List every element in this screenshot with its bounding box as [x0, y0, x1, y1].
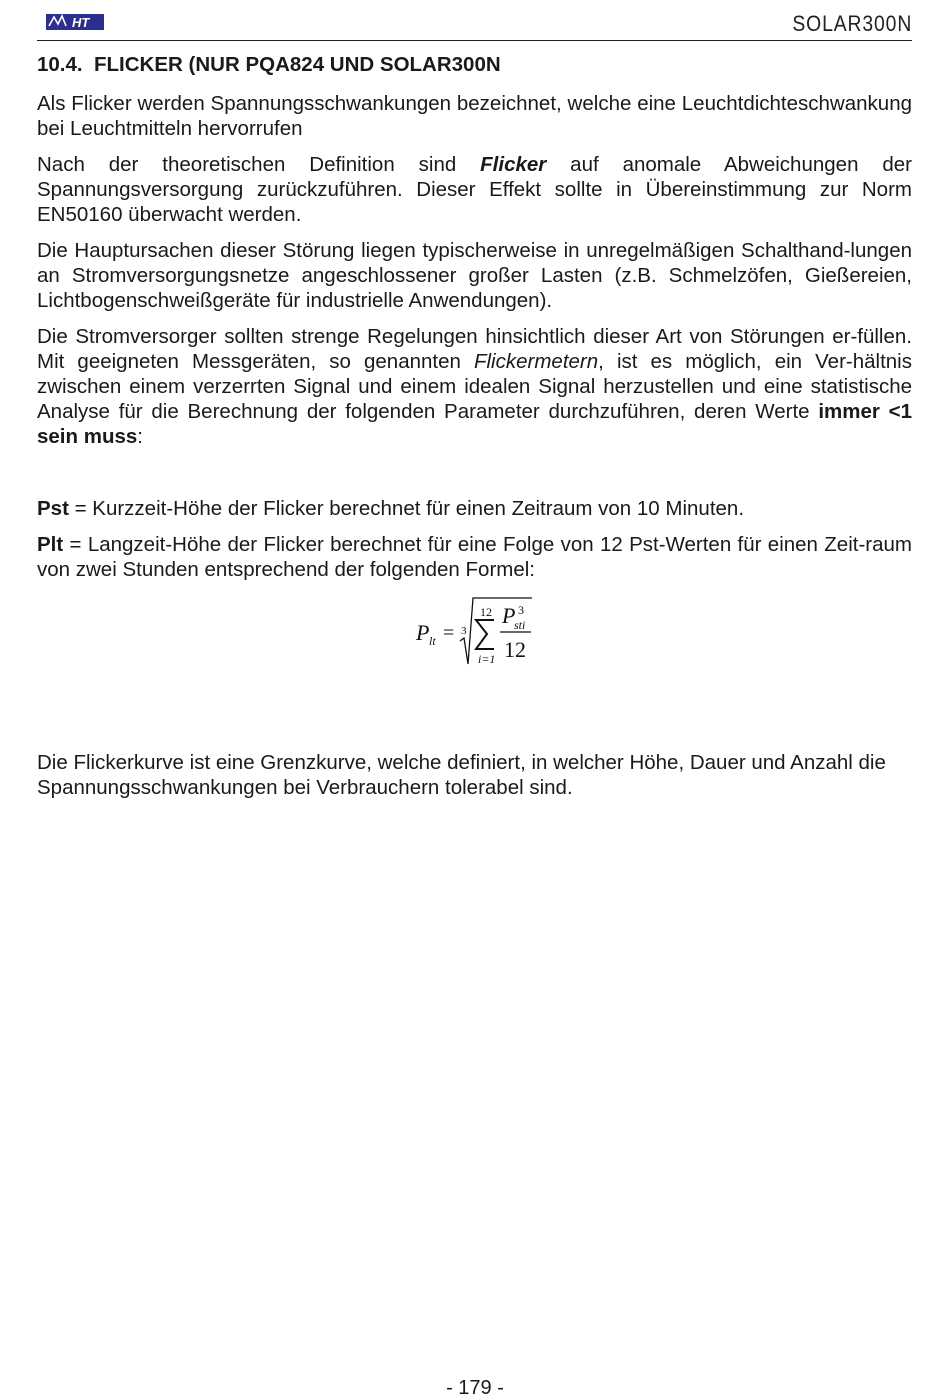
paragraph-regulations-end: :	[137, 425, 143, 448]
summation-sign	[476, 620, 494, 649]
spacer	[37, 460, 912, 496]
paragraph-definition: Als Flicker werden Spannungsschwankungen bezeichnet, welche eine Leuchtdichteschwankung bei Leuchtmitteln hervorrufen	[37, 92, 912, 140]
formula-sum-upper: 12	[480, 605, 492, 619]
plt-formula-graphic	[400, 596, 560, 676]
plt-description: = Langzeit-Höhe der Flicker berechnet für eine Folge von 12 Pst-Werten für einen Zeit-raum von zwei Stunden entsprechend der folgenden Formel:	[37, 533, 912, 581]
ht-logo-icon	[46, 12, 104, 32]
product-name: SOLAR300N	[792, 11, 912, 36]
limit-statement: immer <1 sein muss	[37, 400, 912, 448]
main-content	[37, 52, 912, 593]
pst-term: Pst	[37, 497, 69, 520]
section-heading	[37, 52, 912, 77]
paragraph-regulations	[37, 324, 912, 449]
pst-definition	[37, 496, 912, 521]
ht-logo	[46, 12, 104, 32]
formula-equals: =	[443, 622, 455, 644]
formula-root-index: 3	[461, 625, 467, 637]
closing-section	[37, 750, 912, 811]
page-header	[37, 8, 912, 41]
formula-num-symbol: P	[502, 603, 516, 628]
pst-description: = Kurzzeit-Höhe der Flicker berechnet für einen Zeitraum von 10 Minuten.	[68, 497, 745, 520]
plt-formula	[400, 596, 560, 676]
page-number: - 179 -	[446, 1377, 504, 1399]
paragraph-theory-start: Nach der theoretischen Definition sind	[37, 153, 481, 176]
formula-num-superscript: 3	[518, 603, 524, 617]
formula-lhs-subscript: lt	[429, 634, 436, 648]
paragraph-theory-end: auf anomale Abweichungen der Spannungsversorgung zurückzuführen. Dieser Effekt sollte in Übereinstimmung zur Norm EN50160 überwacht werden.	[37, 153, 912, 226]
formula-sum-lower: i=1	[478, 652, 496, 666]
plt-term: Plt	[37, 533, 64, 556]
flicker-term: Flicker	[480, 153, 547, 176]
logo-text: HT	[72, 15, 90, 30]
paragraph-flicker-curve: Die Flickerkurve ist eine Grenzkurve, welche definiert, in welcher Höhe, Dauer und Anzahl die Spannungsschwankungen bei Verbrauchern tolerabel sind.	[37, 751, 886, 799]
section-title: FLICKER (NUR PQA824 UND SOLAR300N	[94, 53, 501, 76]
formula-denominator: 12	[504, 637, 526, 662]
paragraph-theory	[37, 152, 912, 227]
paragraph-regulations-start: Die Stromversorger sollten strenge Regelungen hinsichtlich dieser Art von Störungen er-füllen. Mit geeigneten Messgeräten, so genannten	[37, 325, 912, 373]
section-number: 10.4.	[37, 53, 83, 76]
formula-lhs-symbol: P	[416, 620, 430, 645]
paragraph-regulations-mid: , ist es möglich, ein Ver-hältnis zwischen einem verzerrten Signal und einem idealen Signal herzustellen und eine statistische Analyse für die Berechnung der folgenden Parameter durchzuführen, deren Werte	[37, 350, 912, 423]
plt-definition	[37, 532, 912, 582]
paragraph-causes: Die Hauptursachen dieser Störung liegen typischerweise in unregelmäßigen Schalthand-lungen an Stromversorgungsnetze angeschlossener großer Lasten (z.B. Schmelzöfen, Gießereien, Lichtbogenschweißgeräte für industrielle Anwendungen).	[37, 239, 912, 312]
formula-num-subscript: sti	[514, 618, 526, 632]
flickermeter-term: Flickermetern	[473, 350, 599, 373]
